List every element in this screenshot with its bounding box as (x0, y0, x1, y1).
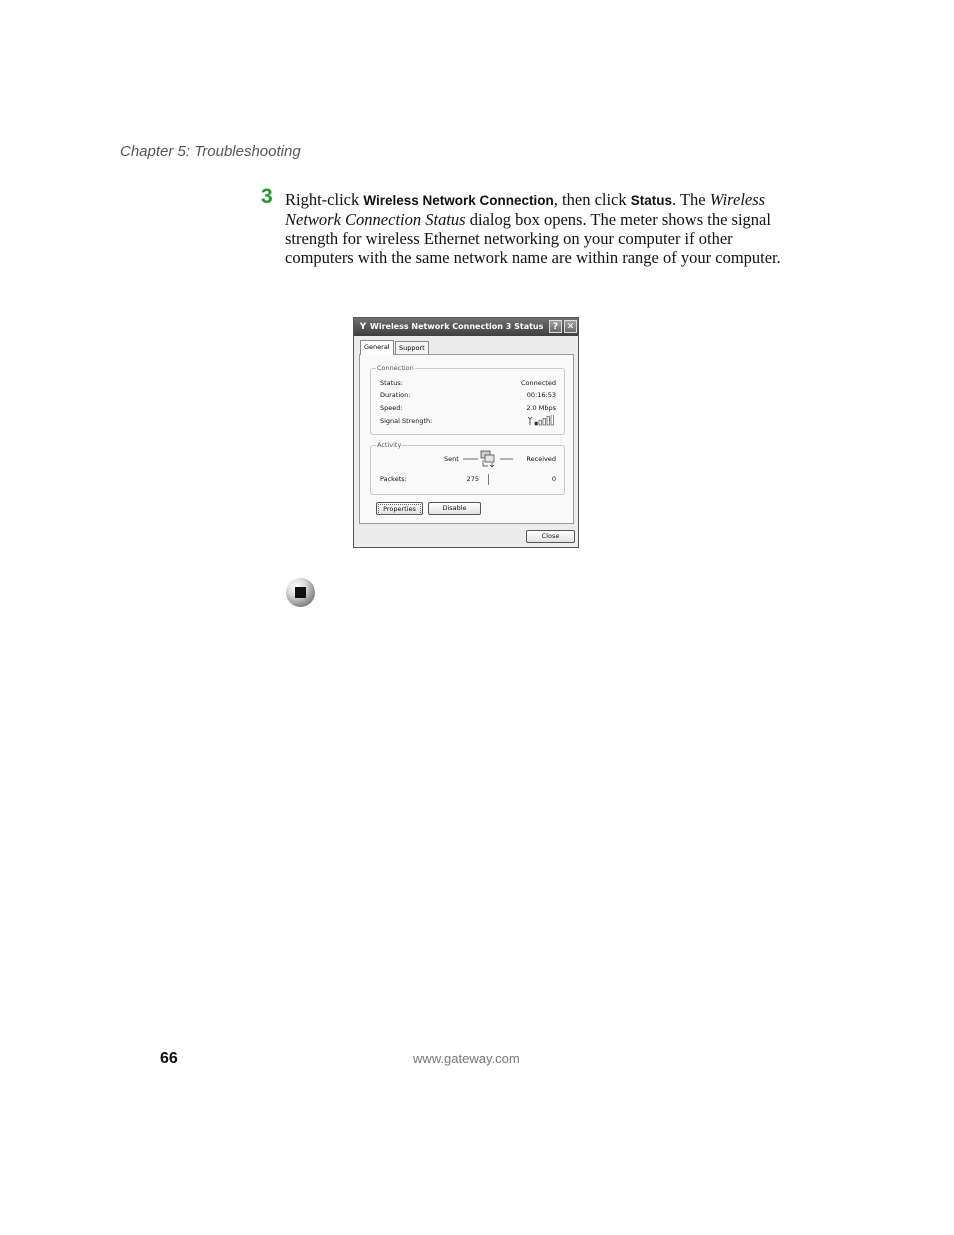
signal-bar (539, 420, 541, 425)
packets-sent-value: 275 (466, 475, 479, 483)
connection-group (370, 364, 565, 435)
general-tab-panel (359, 354, 574, 524)
signal-strength-label: Signal Strength: (380, 417, 433, 425)
received-label: Received (526, 455, 556, 463)
status-label: Status: (380, 379, 403, 387)
tab-support[interactable]: Support (395, 341, 429, 354)
dialog-titlebar (354, 318, 578, 336)
close-button[interactable]: Close (526, 530, 575, 543)
step-text-part: dialog box opens. The meter shows the signal strength for wireless Ethernet networking on your computer if other computers with the same network name are within range of your computer. (285, 210, 781, 267)
step-instruction (285, 190, 790, 267)
status-value: Connected (520, 379, 556, 387)
status-dialog (353, 317, 579, 548)
signal-bar (551, 415, 553, 425)
signal-bar (547, 417, 549, 425)
duration-label: Duration: (380, 391, 411, 399)
chapter-header: Chapter 5: Troubleshooting (120, 143, 301, 160)
close-icon[interactable]: ✕ (564, 320, 577, 333)
activity-group (370, 441, 565, 495)
network-computers-icon (461, 449, 515, 469)
connection-legend: Connection (377, 364, 414, 372)
stop-square-icon (295, 587, 306, 598)
speed-value: 2.0 Mbps (526, 404, 556, 412)
activity-legend: Activity (377, 441, 402, 449)
end-of-procedure-icon (286, 578, 315, 607)
packets-received-value: 0 (551, 475, 556, 483)
step-text-part: . The (672, 190, 710, 209)
step-text-part: Right-click (285, 190, 364, 209)
help-button[interactable]: ? (549, 320, 562, 333)
signal-bar (535, 422, 537, 425)
packets-label: Packets: (380, 475, 407, 483)
properties-button-label: Properties (378, 504, 421, 515)
page-number: 66 (160, 1050, 178, 1067)
wireless-antenna-icon: Y (359, 322, 367, 332)
speed-label: Speed: (380, 404, 403, 412)
step-number: 3 (261, 185, 273, 208)
signal-bar (543, 418, 545, 425)
duration-value: 00:16:53 (526, 391, 556, 399)
step-text-part: , then click (553, 190, 631, 209)
ui-term-status: Status (630, 193, 673, 208)
ui-term-wireless-network-connection: Wireless Network Connection (363, 193, 554, 208)
tab-general[interactable]: General (360, 340, 394, 355)
dialog-name-italic: Wireless Network Connection Status (285, 190, 766, 229)
properties-button[interactable] (376, 502, 423, 515)
packets-divider (488, 474, 489, 485)
footer-url: www.gateway.com (413, 1051, 520, 1066)
disable-button[interactable]: Disable (428, 502, 481, 515)
sent-label: Sent (444, 455, 459, 463)
dialog-title: Wireless Network Connection 3 Status (370, 322, 544, 331)
signal-strength-meter-icon (527, 415, 557, 426)
